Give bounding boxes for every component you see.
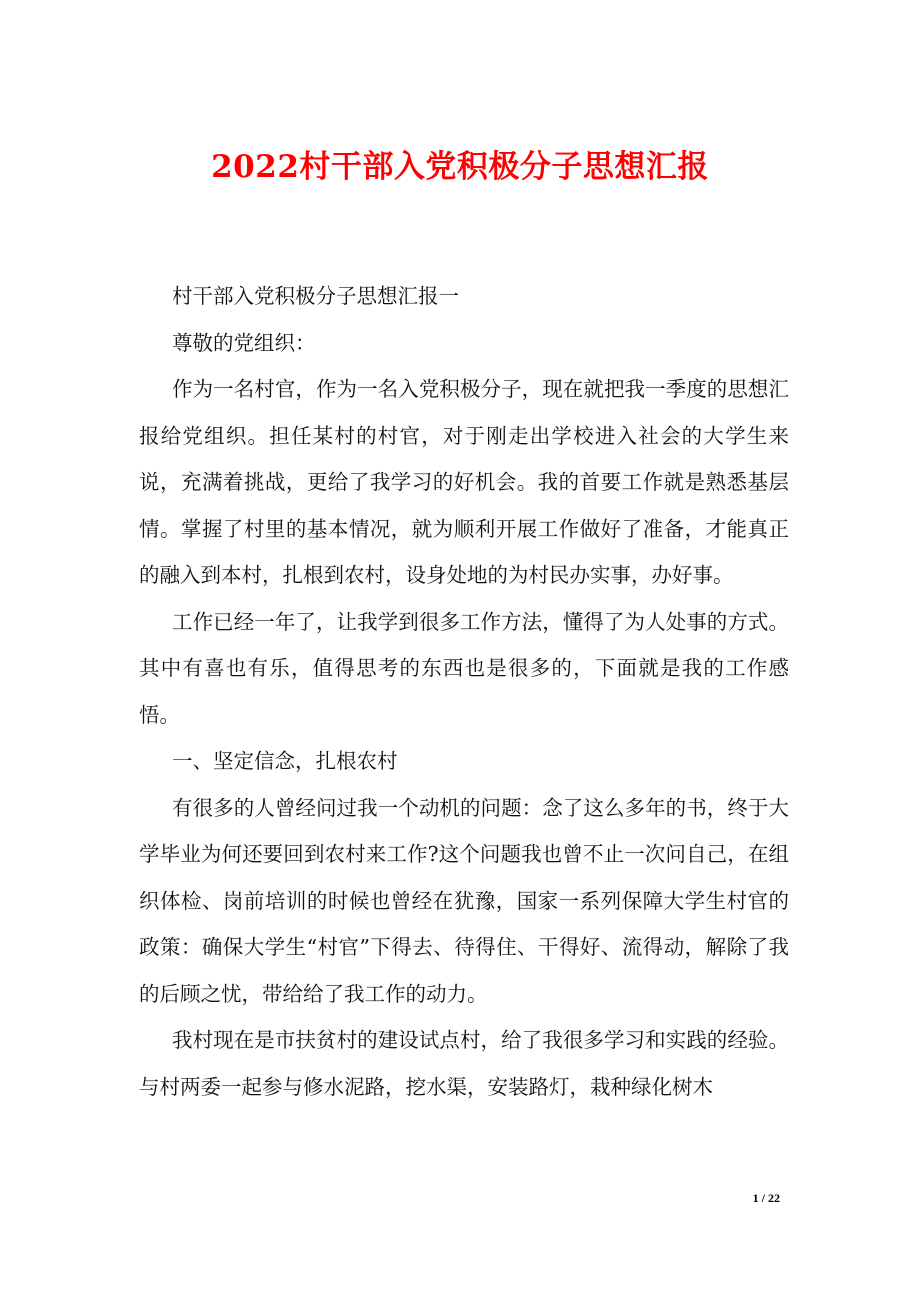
- document-body: [139, 273, 789, 1110]
- paragraph-village-practice: 我村现在是市扶贫村的建设试点村，给了我很多学习和实践的经验。与村两委一起参与修水泥路，挖水渠，安装路灯，栽种绿化树木: [139, 1028, 789, 1099]
- paragraph-section-one-heading: 一、坚定信念，扎根农村: [172, 749, 398, 773]
- paragraph-heading-one: 村干部入党积极分子思想汇报一: [172, 284, 459, 308]
- paragraph-motivation: 有很多的人曾经问过我一个动机的问题：念了这么多年的书，终于大学毕业为何还要回到农村来工作?这个问题我也曾不止一次问自己，在组织体检、岗前培训的时候也曾经在犹豫，国家一系列保障大学生村官的政策：确保大学生“村官”下得去、待得住、干得好、流得动，解除了我的后顾之忧，带给给了我工作的动力。: [139, 795, 789, 1006]
- document-title: 2022村干部入党积极分子思想汇报: [211, 149, 709, 185]
- paragraph-work-reflection: 工作已经一年了，让我学到很多工作方法，懂得了为人处事的方式。其中有喜也有乐，值得思考的东西也是很多的，下面就是我的工作感悟。: [139, 609, 789, 727]
- paragraph-salutation: 尊敬的党组织：: [172, 330, 316, 355]
- page-number: 1 / 22: [752, 1191, 780, 1205]
- paragraph-intro: 作为一名村官，作为一名入党积极分子，现在就把我一季度的思想汇报给党组织。担任某村的村官，对于刚走出学校进入社会的大学生来说，充满着挑战，更给了我学习的好机会。我的首要工作就是熟悉基层情。掌握了村里的基本情况，就为顺利开展工作做好了准备，才能真正的融入到本村，扎根到农村，设身处地的为村民办实事，办好事。: [139, 377, 789, 587]
